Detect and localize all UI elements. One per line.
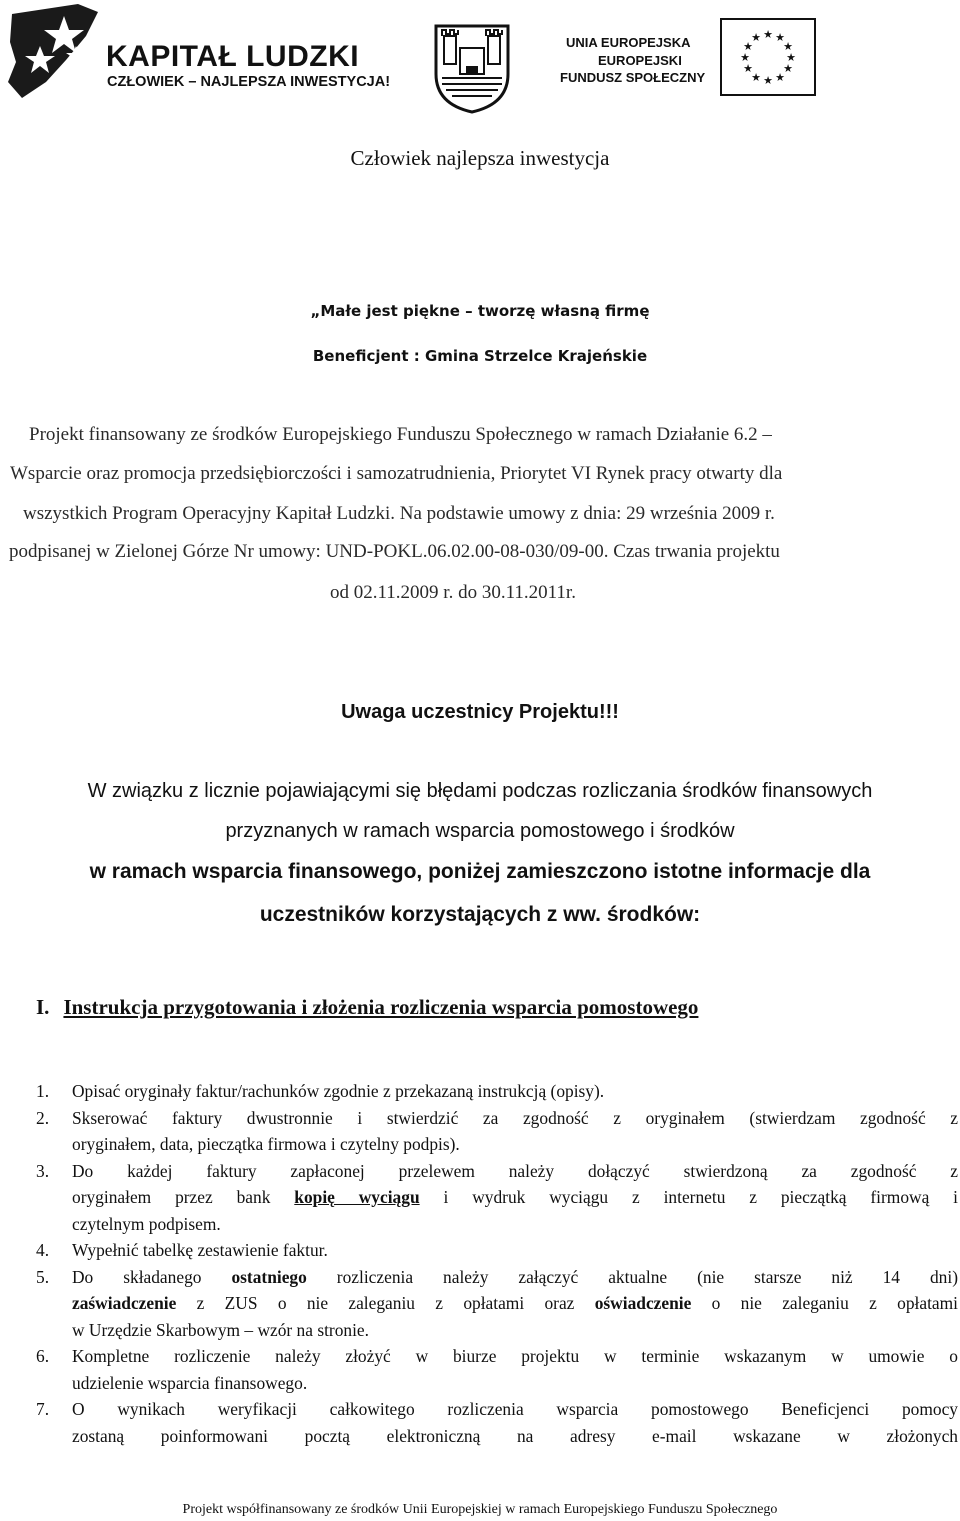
svg-text:★: ★ <box>743 62 753 75</box>
item-text-part: i wydruk wyciągu z internetu z pieczątką firmową i <box>443 1187 958 1207</box>
eu-flag-icon <box>720 18 816 96</box>
svg-text:★: ★ <box>775 71 785 84</box>
notice-line-2: przyznanych w ramach wsparcia pomostowego i środków <box>225 820 735 842</box>
attention-heading: Uwaga uczestnicy Projektu!!! <box>341 701 619 723</box>
svg-text:★: ★ <box>786 51 796 64</box>
list-item <box>36 1343 958 1396</box>
item-text-mixed <box>72 1290 958 1317</box>
funding-line-3: wszystkich Program Operacyjny Kapitał Ludzki. Na podstawie umowy z dnia: 29 września 2009 r. <box>23 503 775 524</box>
motto: Człowiek najlepsza inwestycja <box>350 146 610 170</box>
beneficiary: Beneficjent : Gmina Strzelce Krajeńskie <box>312 347 648 365</box>
item-text-part: Do składanego <box>72 1266 202 1287</box>
list-item <box>36 1158 958 1238</box>
item-text: Skserować faktury dwustronnie i stwierdzić za zgodność z oryginałem (stwierdzam zgodność z <box>72 1107 958 1128</box>
item-text-emphasis: ostatniego <box>231 1266 307 1287</box>
item-number: 2. <box>36 1107 50 1128</box>
item-text-part: rozliczenia należy załączyć aktualne (nie starsze niż 14 dni) <box>336 1266 958 1287</box>
list-item <box>36 1237 958 1264</box>
item-text: czytelnym podpisem. <box>72 1213 221 1234</box>
list-item <box>36 1396 958 1449</box>
eu-social-fund-logo <box>558 16 958 100</box>
coat-of-arms-icon <box>432 22 512 114</box>
kapital-ludzki-subtitle: CZŁOWIEK – NAJLEPSZA INWESTYCJA! <box>107 74 391 90</box>
item-text-mixed <box>72 1264 958 1291</box>
item-text-emphasis: oświadczenie <box>594 1293 692 1313</box>
item-text: O wynikach weryfikacji całkowitego rozliczenia wsparcia pomostowego Beneficjenci pomocy <box>72 1399 958 1419</box>
item-number: 3. <box>36 1160 50 1181</box>
svg-text:★: ★ <box>763 28 773 41</box>
item-number: 1. <box>36 1081 50 1101</box>
notice-line-3: w ramach wsparcia finansowego, poniżej zamieszczono istotne informacje dla <box>89 860 871 883</box>
funding-line-4: podpisanej w Zielonej Górze Nr umowy: UND-POKL.06.02.00-08-030/09-00. Czas trwania projektu <box>9 541 780 562</box>
item-text: Wypełnić tabelkę zestawienie faktur. <box>72 1240 328 1260</box>
funding-line-5: od 02.11.2009 r. do 30.11.2011r. <box>330 582 576 603</box>
notice-line-1: W związku z licznie pojawiającymi się błędami podczas rozliczania środków finansowych <box>87 780 873 802</box>
svg-text:★: ★ <box>751 71 761 84</box>
svg-text:★: ★ <box>743 40 753 53</box>
item-text-emphasis: kopię wyciągu <box>294 1187 420 1207</box>
section-heading <box>36 995 698 1020</box>
kapital-ludzki-stars-icon <box>6 2 106 102</box>
svg-text:★: ★ <box>763 74 773 87</box>
notice-line-4: uczestników korzystających z ww. środków: <box>259 903 701 926</box>
kapital-ludzki-logo <box>6 2 391 102</box>
item-text-mixed <box>72 1184 958 1211</box>
project-title: „Małe jest piękne – tworzę własną firmę <box>310 302 650 320</box>
item-number: 7. <box>36 1399 50 1419</box>
list-item <box>36 1078 958 1105</box>
item-text-emphasis: zaświadczenie <box>72 1293 177 1313</box>
svg-text:★: ★ <box>751 31 761 44</box>
item-text: Kompletne rozliczenie należy złożyć w biurze projektu w terminie wskazanym w umowie o <box>72 1346 958 1366</box>
list-item <box>36 1105 958 1158</box>
section-title: Instrukcja przygotowania i złożenia rozliczenia wsparcia pomostowego <box>63 995 699 1019</box>
item-text-part: o nie zaleganiu z opłatami <box>711 1293 958 1313</box>
item-text-part: z ZUS o nie zaleganiu z opłatami oraz <box>196 1293 575 1313</box>
item-text: oryginałem, data, pieczątka firmowa i czytelny podpis). <box>72 1134 460 1154</box>
item-number: 6. <box>36 1346 50 1366</box>
instruction-list <box>36 1078 958 1449</box>
svg-text:★: ★ <box>783 40 793 53</box>
item-text-part: oryginałem przez bank <box>72 1187 271 1207</box>
item-text: w Urzędzie Skarbowym – wzór na stronie. <box>72 1319 369 1340</box>
svg-text:★: ★ <box>740 51 750 64</box>
list-item <box>36 1264 958 1344</box>
funding-line-2: Wsparcie oraz promocja przedsiębiorczości i samozatrudnienia, Priorytet VI Rynek pracy otwarty dla <box>10 463 783 484</box>
item-text: udzielenie wsparcia finansowego. <box>72 1372 308 1393</box>
kapital-ludzki-title: KAPITAŁ LUDZKI <box>106 40 360 73</box>
page-footer: Projekt współfinansowany ze środków Unii Europejskiej w ramach Europejskiego Funduszu Społecznego <box>182 1502 778 1517</box>
item-number: 4. <box>36 1240 50 1260</box>
svg-text:★: ★ <box>775 31 785 44</box>
eu-logo-line-2: EUROPEJSKI <box>598 53 682 68</box>
item-text: Do każdej faktury zapłaconej przelewem należy dołączyć stwierdzoną za zgodność z <box>72 1160 958 1181</box>
item-number: 5. <box>36 1266 50 1287</box>
item-text: zostaną poinformowani pocztą elektroniczną na adresy e-mail wskazane w złożonych <box>72 1425 958 1446</box>
eu-logo-line-3: FUNDUSZ SPOŁECZNY <box>560 70 706 85</box>
svg-text:★: ★ <box>783 62 793 75</box>
section-number: I. <box>36 995 50 1019</box>
item-text: Opisać oryginały faktur/rachunków zgodnie z przekazaną instrukcją (opisy). <box>72 1081 605 1101</box>
eu-logo-line-1: UNIA EUROPEJSKA <box>566 35 691 50</box>
funding-line-1: Projekt finansowany ze środków Europejskiego Funduszu Społecznego w ramach Działanie 6.2 – <box>29 424 772 445</box>
